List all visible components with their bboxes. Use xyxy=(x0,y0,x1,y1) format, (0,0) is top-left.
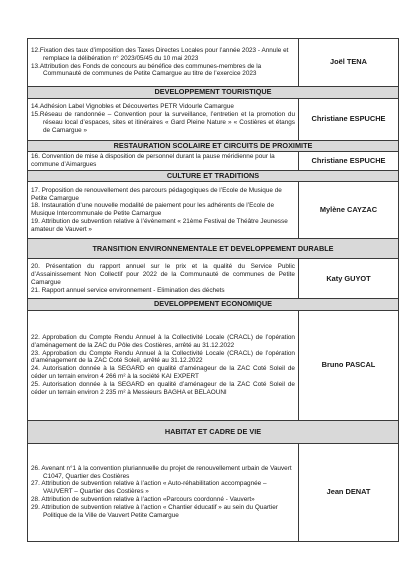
agenda-item: 17. Proposition de renouvellement des parcours pédagogiques de l’Ecole de Musique de Petite Camargue xyxy=(31,186,282,202)
agenda-item: 19. Attribution de subvention relative à l’évènement « 21ème Festival de Théâtre Jeunesse amateur de Vauvert » xyxy=(31,218,288,234)
section-title: DEVELOPPEMENT TOURISTIQUE xyxy=(28,87,399,99)
rapporteur-cell: Katy GUYOT xyxy=(299,259,399,299)
items-cell xyxy=(28,152,299,171)
section-row xyxy=(28,170,399,182)
agenda-table xyxy=(27,38,399,542)
rapporteur-cell: Joël TENA xyxy=(299,39,399,87)
agenda-row xyxy=(28,443,399,541)
rapporteur-cell: Jean DENAT xyxy=(299,443,399,541)
agenda-item: 14.Adhésion Label Vignobles et Découvertes PETR Vidourle Camargue xyxy=(31,103,234,111)
items-cell xyxy=(28,182,299,239)
agenda-item: 26. Avenant n°1 à la convention pluriannuelle du projet de renouvellement urbain de Vauvert C1047, Quartier des Costières xyxy=(31,464,292,480)
items-cell xyxy=(28,310,299,420)
agenda-row xyxy=(28,39,399,87)
agenda-item: 27. Attribution de subvention relative à l’action « Auto-réhabilitation accompagnée – VAUVERT – Quartier des Costières » xyxy=(31,480,267,496)
agenda-row xyxy=(28,310,399,420)
agenda-item: 23. Approbation du Compte Rendu Annuel à la Collectivité Locale (CRACL) de l’opération d’aménagement de la ZAC Coté Soleil, arrêté au 31.12.2022 xyxy=(31,349,295,365)
section-title: CULTURE ET TRADITIONS xyxy=(28,170,399,182)
items-cell xyxy=(28,39,299,87)
rapporteur-cell: Mylène CAYZAC xyxy=(299,182,399,239)
agenda-item: 13.Attribution des Fonds de concours au bénéfice des communes-membres de la Communauté de communes de Petite Camargue au titre de l’exercice 2023 xyxy=(31,62,262,78)
agenda-item: 21. Rapport annuel service environnement - Elimination des déchets xyxy=(31,286,225,294)
agenda-item: 28. Attribution de subvention relative à l’action «Parcours coordonné - Vauvert» xyxy=(31,496,255,504)
section-row xyxy=(28,140,399,152)
section-title: RESTAURATION SCOLAIRE ET CIRCUITS DE PROXIMITE xyxy=(28,140,399,152)
agenda-item: 15.Réseau de randonnée – Convention pour la surveillance, l’entretien et la promotion du réseau local d’espaces, sites et itinéraires « Gard Pleine Nature » « Costières et étangs de Camargue » xyxy=(31,111,295,134)
agenda-row xyxy=(28,259,399,299)
rapporteur-cell: Christiane ESPUCHE xyxy=(299,98,399,140)
agenda-row xyxy=(28,152,399,171)
section-row xyxy=(28,420,399,443)
agenda-row xyxy=(28,182,399,239)
agenda-item: 29. Attribution de subvention relative à l’action « Chantier éducatif » au sein du Quartier Politique de la Ville de Vauvert Petite Camargue xyxy=(31,504,278,520)
rapporteur-cell: Christiane ESPUCHE xyxy=(299,152,399,171)
agenda-item: 16. Convention de mise à disposition de personnel durant la pause méridienne pour la commune d’Aimargues xyxy=(31,153,275,168)
agenda-item: 24. Autorisation donnée à la SEGARD en qualité d’aménageur de la ZAC Coté Soleil de céder un terrain environ 4 266 m² à la société KAI EXPERT xyxy=(31,365,295,381)
agenda-row xyxy=(28,98,399,140)
items-cell xyxy=(28,259,299,299)
section-title: HABITAT ET CADRE DE VIE xyxy=(28,420,399,443)
section-row xyxy=(28,87,399,99)
items-cell xyxy=(28,443,299,541)
agenda-item: 20. Présentation du rapport annuel sur le prix et la qualité du Service Public d’Assainissement Non Collectif pour 2022 de la Communauté de communes de Petite Camargue xyxy=(31,263,296,286)
items-cell xyxy=(28,98,299,140)
agenda-item: 25. Autorisation donnée à la SEGARD en qualité d’aménageur de la ZAC Coté Soleil de céder un terrain environ 2 235 m² à Messieurs BAGHA et BELAOUNI xyxy=(31,381,295,397)
agenda-item: 22. Approbation du Compte Rendu Annuel à la Collectivité Locale (CRACL) de l’opération d’aménagement de la ZAC du Pôle des Costières, arrêté au 31.12.2022 xyxy=(31,333,295,349)
section-row xyxy=(28,239,399,259)
section-title: TRANSITION ENVIRONNEMENTALE ET DEVELOPPEMENT DURABLE xyxy=(28,239,399,259)
agenda-item: 18. Instauration d’une nouvelle modalité de paiement pour les adhérents de l’Ecole de Musique Intercommunale de Petite Camargue xyxy=(31,202,275,218)
section-row xyxy=(28,299,399,311)
rapporteur-cell: Bruno PASCAL xyxy=(299,310,399,420)
agenda-item: 12.Fixation des taux d’imposition des Taxes Directes Locales pour l’année 2023 - Annule et remplace la délibération n° 2023/05/45 du 10 mai 2023 xyxy=(31,46,289,62)
section-title: DEVELOPPEMENT ECONOMIQUE xyxy=(28,299,399,311)
